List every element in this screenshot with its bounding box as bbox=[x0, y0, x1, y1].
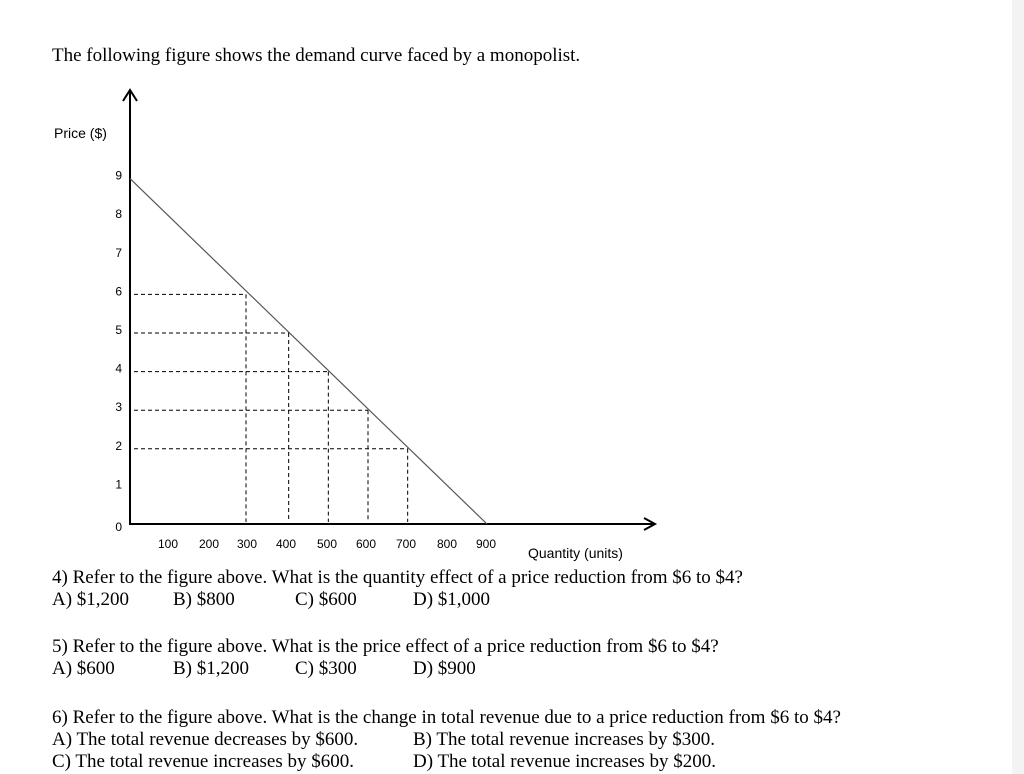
y-axis-label: Price ($) bbox=[54, 125, 107, 141]
question-4-text: 4) Refer to the figure above. What is the quantity effect of a price reduction from $6 to $4? bbox=[52, 567, 743, 588]
x-tick-label-600: 600 bbox=[355, 537, 377, 551]
q5-option-a: A) $600 bbox=[52, 658, 115, 679]
q6-option-c: C) The total revenue increases by $600. bbox=[52, 751, 354, 772]
q5-option-c: C) $300 bbox=[295, 658, 357, 679]
q5-option-b: B) $1,200 bbox=[173, 658, 249, 679]
x-axis-label: Quantity (units) bbox=[528, 545, 623, 561]
question-5-text: 5) Refer to the figure above. What is the price effect of a price reduction from $6 to $4? bbox=[52, 636, 719, 657]
question-4 bbox=[52, 566, 743, 589]
x-tick-label-200: 200 bbox=[198, 537, 220, 551]
y-tick-label-8: 8 bbox=[115, 207, 122, 222]
y-tick-label-0: 0 bbox=[115, 520, 122, 534]
x-tick-label-700: 700 bbox=[395, 537, 417, 551]
y-tick-label-2: 2 bbox=[115, 438, 122, 453]
x-tick-label-900: 900 bbox=[475, 537, 497, 551]
x-tick-labels bbox=[158, 537, 496, 551]
y-tick-labels bbox=[115, 169, 122, 534]
demand-line bbox=[130, 179, 487, 524]
x-tick-label-300: 300 bbox=[236, 537, 258, 551]
q4-option-a: A) $1,200 bbox=[52, 589, 130, 610]
y-tick-label-5: 5 bbox=[115, 323, 122, 337]
question-5 bbox=[52, 635, 719, 658]
x-tick-label-800: 800 bbox=[436, 537, 458, 551]
y-tick-label-4: 4 bbox=[115, 361, 122, 376]
y-tick-label-1: 1 bbox=[115, 477, 122, 492]
question-6-text: 6) Refer to the figure above. What is the change in total revenue due to a price reduction from $6 to $4? bbox=[52, 707, 841, 728]
page-edge bbox=[1012, 0, 1024, 774]
question-6 bbox=[52, 706, 841, 729]
q4-option-c: C) $600 bbox=[295, 589, 357, 610]
q5-option-d: D) $900 bbox=[413, 658, 476, 679]
y-tick-label-9: 9 bbox=[115, 168, 122, 183]
q6-option-b: B) The total revenue increases by $300. bbox=[413, 729, 715, 750]
demand-series bbox=[130, 179, 487, 524]
q4-option-b: B) $800 bbox=[173, 589, 235, 610]
x-tick-label-100: 100 bbox=[157, 537, 179, 551]
y-tick-label-7: 7 bbox=[115, 245, 122, 260]
y-tick-label-6: 6 bbox=[115, 284, 122, 299]
y-tick-label-3: 3 bbox=[115, 400, 122, 415]
q4-option-d: D) $1,000 bbox=[413, 589, 491, 610]
q6-option-a: A) The total revenue decreases by $600. bbox=[52, 729, 359, 750]
intro-text: The following figure shows the demand curve faced by a monopolist. bbox=[52, 45, 581, 66]
x-tick-label-500: 500 bbox=[316, 537, 338, 551]
q6-option-d: D) The total revenue increases by $200. bbox=[413, 751, 717, 772]
x-tick-label-400: 400 bbox=[275, 537, 297, 551]
